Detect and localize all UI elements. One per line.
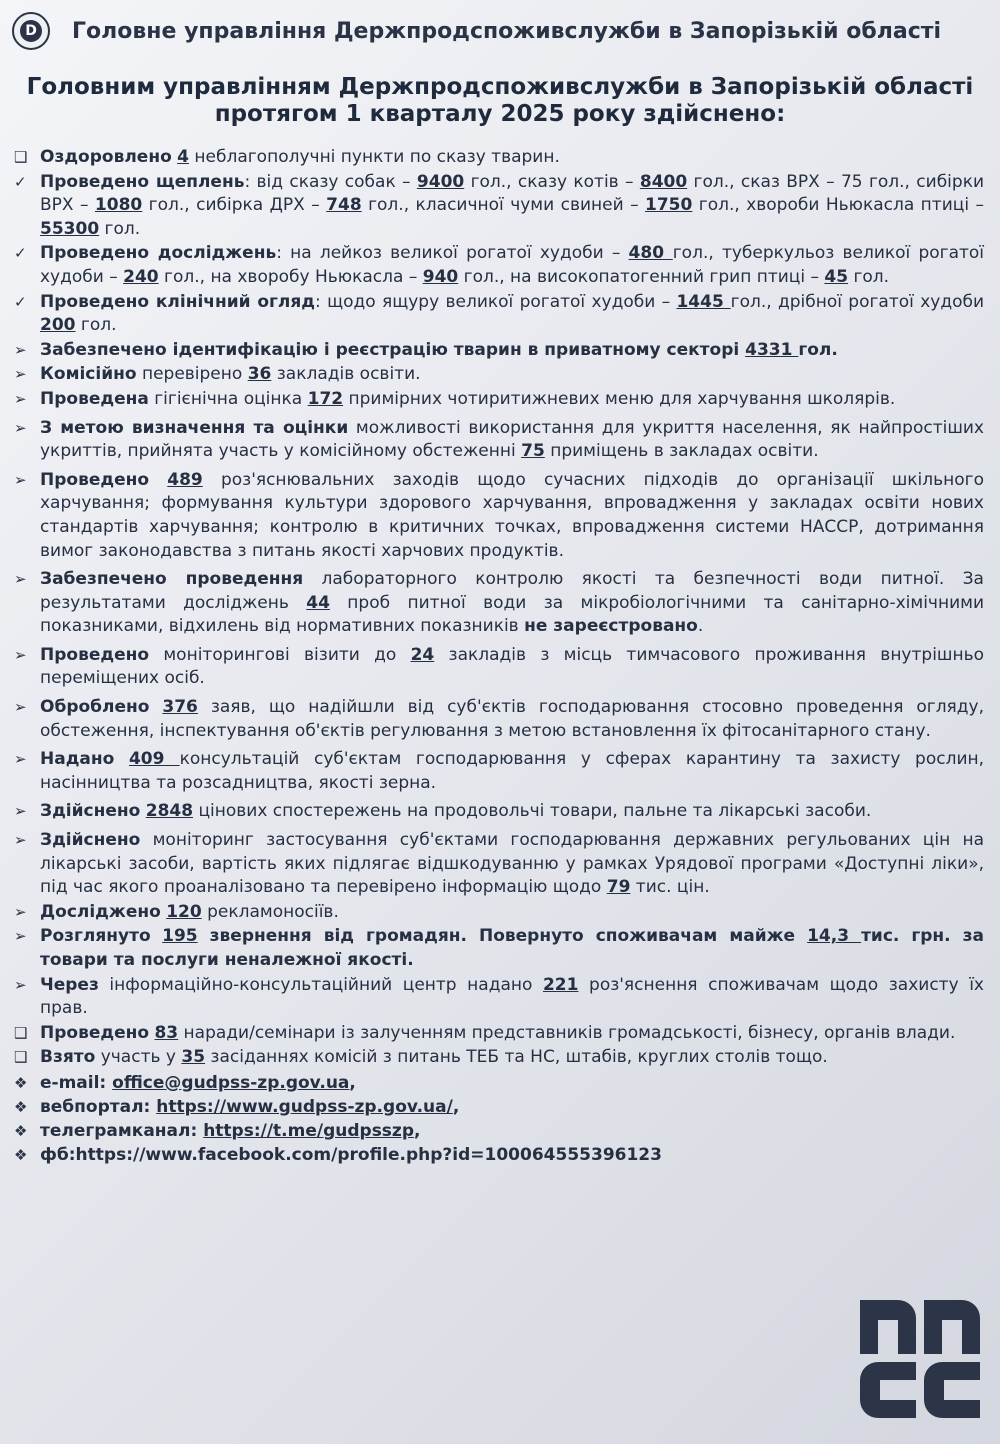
list-item: ➢ Оброблено 376 заяв, що надійшли від суб'єктів господарювання стосовно проведення огляду, обстеження, інспектування об'єктів регулювання з метою встановлення їх фітосанітарного стану. (14, 696, 984, 743)
arrow-icon: ➢ (14, 570, 27, 589)
report-list (14, 146, 984, 1167)
list-item: ❑ Оздоровлено 4 неблагополучні пункти по сказу тварин. (14, 146, 984, 170)
arrow-icon: ➢ (14, 831, 27, 850)
list-item: ✓ Проведено щеплень: від сказу собак – 9400 гол., сказу котів – 8400 гол., сказ ВРХ – 75 гол., сибірки ВРХ – 1080 гол., сибірка ДРХ – 748 гол., класичної чуми свиней – 1750 гол., хвороби Ньюкасла птиці – 55300 гол. (14, 171, 984, 242)
contact-email: ❖ e-mail: office@gudpss-zp.gov.ua, (14, 1072, 356, 1093)
check-mark-icon: ✓ (14, 172, 27, 191)
arrow-icon: ➢ (14, 365, 27, 384)
arrow-icon: ➢ (14, 389, 27, 408)
arrow-icon: ➢ (14, 340, 27, 359)
arrow-icon: ➢ (14, 927, 27, 946)
list-item: ➢ Здійснено 2848 цінових спостережень на продовольчі товари, пальне та лікарські засоби. (14, 800, 984, 824)
check-mark-icon: ✓ (14, 292, 27, 311)
list-item: ✓ Проведено досліджень: на лейкоз великої рогатої худоби – 480 гол., туберкульоз великої рогатої худоби – 240 гол., на хворобу Ньюкасла – 940 гол., на високопатогенний грип птиці – 45 гол. (14, 242, 984, 289)
checkbox-square-icon: ❑ (14, 148, 28, 166)
contact-facebook: ❖ фб:https://www.facebook.com/profile.php?id=100064555396123 (14, 1144, 662, 1165)
arrow-icon: ➢ (14, 802, 27, 821)
arrow-icon: ➢ (14, 645, 27, 664)
logo-letter: D (20, 20, 42, 42)
list-item: ➢ Проведено моніторингові візити до 24 закладів з місць тимчасового проживання внутрішньо переміщених осіб. (14, 644, 984, 691)
list-item: ➢ Проведено 489 роз'яснювальних заходів щодо сучасних підходів до організації шкільного харчування; формування культури здорового харчування, впровадження у закладах освіти нових стандартів харчування; контролю в критичних точках, впровадження системи НАССР, дотримання вимог законодавства з питань якості харчових продуктів. (14, 469, 984, 563)
list-item: ➢ Надано 409 консультацій суб'єктам господарювання у сферах карантину та захисту рослин, насінництва та розсадництва, якості зерна. (14, 748, 984, 795)
title-line-2: протягом 1 кварталу 2025 року здійснено: (214, 101, 786, 127)
contact-telegram: ❖ телеграмканал: https://t.me/gudpsszp, (14, 1120, 421, 1141)
title-line-1: Головним управлінням Держпродспоживслужби в Запорізькій області (26, 74, 974, 100)
diamond-icon: ❖ (14, 1121, 28, 1140)
facebook-link[interactable]: https://www.facebook.com/profile.php?id=100064555396123 (75, 1144, 662, 1165)
webportal-link[interactable]: https://www.gudpss-zp.gov.ua/ (156, 1096, 453, 1117)
header (12, 10, 988, 52)
list-item: ➢ Забезпечено ідентифікацію і реєстрацію тварин в приватному секторі 4331 гол. (14, 339, 984, 363)
page-title (0, 74, 1000, 128)
diamond-icon: ❖ (14, 1097, 28, 1116)
list-item: ➢ Досліджено 120 рекламоносіїв. (14, 901, 984, 925)
list-item: ➢ Через інформаційно-консультаційний центр надано 221 роз'яснення споживачам щодо захисту їх прав. (14, 974, 984, 1021)
header-title: Головне управління Держпродспоживслужби в Запорізькій області (72, 18, 942, 44)
contact-webportal: ❖ вебпортал: https://www.gudpss-zp.gov.ua/, (14, 1096, 460, 1117)
diamond-icon: ❖ (14, 1145, 28, 1164)
dpss-logo-icon (858, 1296, 982, 1422)
arrow-icon: ➢ (14, 698, 27, 717)
list-item: ➢ Здійснено моніторинг застосування суб'єктами господарювання державних регульованих цін на лікарські засоби, вартість яких підлягає відшкодуванню у рамках Урядової програми «Доступні ліки», під час якого проаналізовано та перевірено інформацію щодо 79 тис. цін. (14, 829, 984, 900)
checkbox-square-icon: ❑ (14, 1048, 28, 1067)
list-item: ➢ З метою визначення та оцінки можливості використання для укриття населення, як найпростіших укриттів, прийнята участь у комісійному обстеженні 75 приміщень в закладах освіти. (14, 417, 984, 464)
arrow-icon: ➢ (14, 418, 27, 437)
list-item: ➢ Забезпечено проведення лабораторного контролю якості та безпечності води питної. За результатами досліджень 44 проб питної води за мікробіологічними та санітарно-хімічними показниками, відхилень від нормативних показників не зареєстровано. (14, 568, 984, 639)
arrow-icon: ➢ (14, 902, 27, 921)
email-link[interactable]: office@gudpss-zp.gov.ua (112, 1072, 350, 1093)
arrow-icon: ➢ (14, 975, 27, 994)
checkbox-square-icon: ❑ (14, 1023, 28, 1042)
list-item: ➢ Розглянуто 195 звернення від громадян. Повернуто споживачам майже 14,3 тис. грн. за товари та послуги неналежної якості. (14, 925, 984, 972)
list-item: ➢ Проведена гігієнічна оцінка 172 примірних чотиритижневих меню для харчування школярів. (14, 388, 984, 412)
telegram-link[interactable]: https://t.me/gudpsszp (203, 1120, 414, 1141)
check-mark-icon: ✓ (14, 244, 27, 263)
diamond-icon: ❖ (14, 1073, 28, 1092)
logo (12, 12, 50, 50)
arrow-icon: ➢ (14, 750, 27, 769)
list-item: ➢ Комісійно перевірено 36 закладів освіти. (14, 363, 984, 387)
arrow-icon: ➢ (14, 470, 27, 489)
list-item: ❑ Взято участь у 35 засіданнях комісій з питань ТЕБ та НС, штабів, круглих столів тощо. (14, 1046, 984, 1070)
list-item: ✓ Проведено клінічний огляд: щодо ящуру великої рогатої худоби – 1445 гол., дрібної рогатої худоби 200 гол. (14, 291, 984, 338)
list-item: ❑ Проведено 83 наради/семінари із залученням представників громадськості, бізнесу, органів влади. (14, 1022, 984, 1046)
